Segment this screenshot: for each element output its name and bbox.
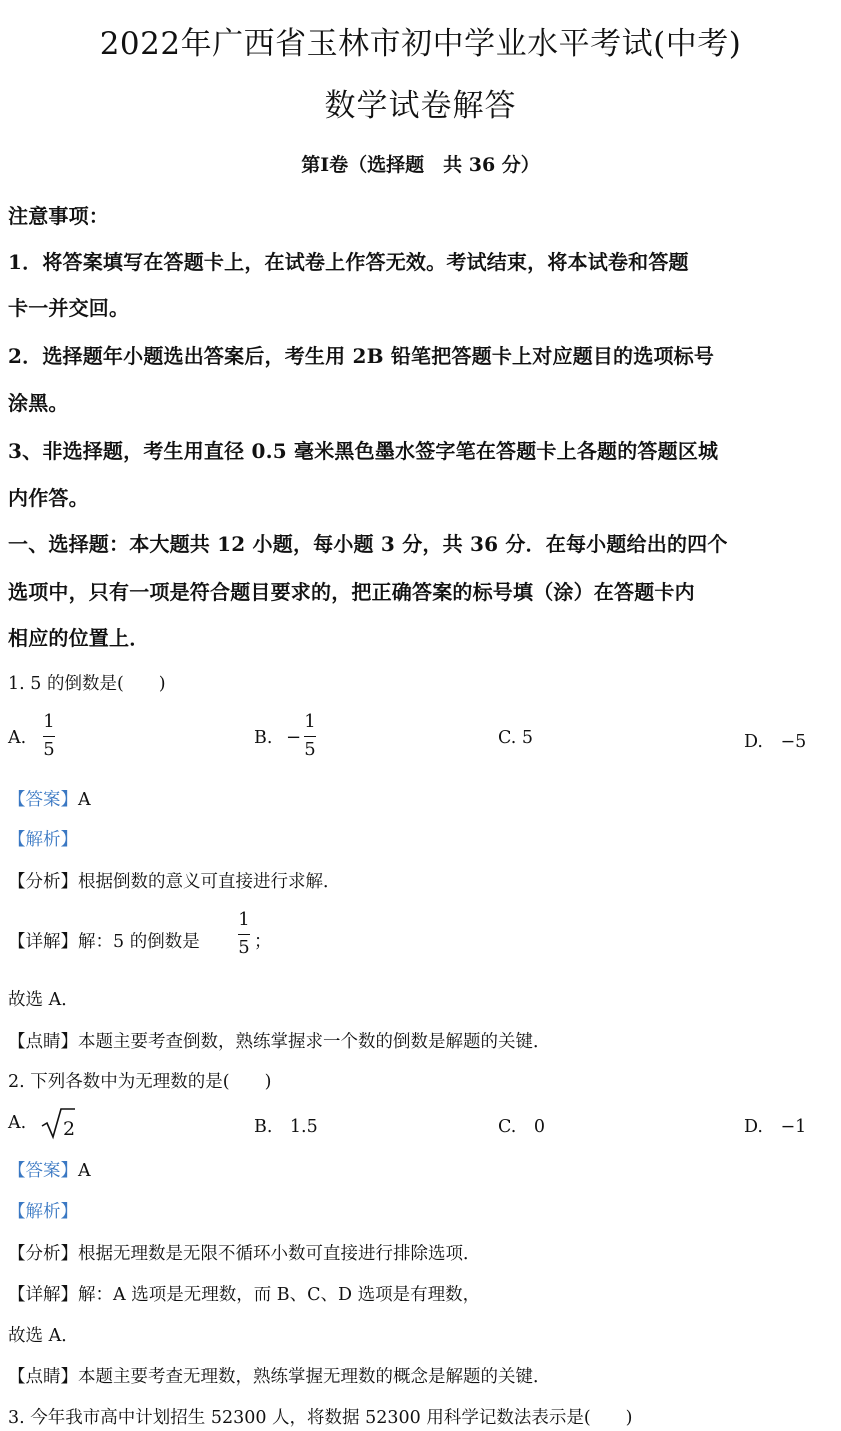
answer-tag: 【答案】 <box>8 1161 78 1181</box>
notice-line: 内作答。 <box>8 486 89 510</box>
notice-line: 卡一并交回。 <box>8 296 130 320</box>
fraction-bar <box>304 736 316 737</box>
fraction-bar <box>43 736 55 737</box>
document-title-line1: 2022年广西省玉林市初中学业水平考试(中考) <box>99 26 742 62</box>
answer-value: A <box>78 790 91 810</box>
q1-option-d: D. −5 <box>744 732 807 752</box>
q1-option-c: C. 5 <box>498 728 534 748</box>
answer-value: A <box>78 1161 91 1181</box>
q3-stem: 3. 今年我市高中计划招生 52300 人，将数据 52300 用科学记数法表示是( ) <box>8 1408 633 1428</box>
notice-line: 2．选择题年小题选出答案后，考生用 2B 铅笔把答题卡上对应题目的选项标号 <box>8 344 715 368</box>
notice-line: 1．将答案填写在答题卡上，在试卷上作答无效。考试结束，将本试卷和答题 <box>8 250 689 274</box>
q2-fenxi: 【分析】根据无理数是无限不循环小数可直接进行排除选项． <box>8 1244 481 1264</box>
q2-dianjing: 【点睛】本题主要考查无理数，熟练掌握无理数的概念是解题的关键． <box>8 1367 551 1387</box>
section-heading: 第Ⅰ卷（选择题 共 36 分） <box>301 154 540 176</box>
square-root-icon <box>40 1106 76 1140</box>
q1-option-b-label: B. <box>254 728 273 748</box>
q2-stem: 2. 下列各数中为无理数的是( ) <box>8 1072 272 1092</box>
q2-analysis-tag: 【解析】 <box>8 1202 78 1222</box>
q2-option-d: D. −1 <box>744 1117 807 1137</box>
part1-instruction: 相应的位置上． <box>8 626 150 650</box>
fraction-denominator: 5 <box>43 738 55 760</box>
q1-option-b-fraction <box>304 712 316 761</box>
document-title-line2: 数学试卷解答 <box>324 88 517 124</box>
answer-tag: 【答案】 <box>8 790 78 810</box>
q2-option-b: B. 1.5 <box>254 1117 318 1137</box>
part1-instruction: 一、选择题：本大题共 12 小题，每小题 3 分，共 36 分．在每小题给出的四个 <box>8 532 728 556</box>
fraction-numerator: 1 <box>304 711 316 732</box>
q1-analysis-tag: 【解析】 <box>8 830 78 850</box>
q2-option-c: C. 0 <box>498 1117 545 1137</box>
q2-guxuan: 故选 A． <box>8 1326 79 1346</box>
q1-answer <box>8 786 91 811</box>
notice-line: 3、非选择题，考生用直径 0.5 毫米黑色墨水签字笔在答题卡上各题的答题区城 <box>8 439 719 463</box>
notice-heading: 注意事项： <box>8 204 109 228</box>
fraction-numerator: 1 <box>238 909 250 930</box>
radicand: 2 <box>63 1118 76 1140</box>
q2-option-a-label: A. <box>8 1113 27 1133</box>
part1-instruction: 选项中，只有一项是符合题目要求的，把正确答案的标号填（涂）在答题卡内 <box>8 580 695 604</box>
fraction-denominator: 5 <box>238 936 250 958</box>
fraction-numerator: 1 <box>43 711 55 732</box>
q1-xiangjie-suffix: ； <box>254 932 272 952</box>
q2-answer <box>8 1157 91 1182</box>
notice-line: 涂黑。 <box>8 391 69 415</box>
q2-xiangjie: 【详解】解：A 选项是无理数，而 B、C、D 选项是有理数， <box>8 1285 481 1305</box>
q1-xiangjie: 【详解】解：5 的倒数是 <box>8 932 200 952</box>
q1-fenxi: 【分析】根据倒数的意义可直接进行求解． <box>8 872 341 892</box>
q1-option-b-sign: − <box>286 727 302 748</box>
fraction-denominator: 5 <box>304 738 316 760</box>
q1-option-a-label: A. <box>8 728 27 748</box>
q1-xiangjie-fraction <box>238 910 250 959</box>
fraction-bar <box>238 934 250 935</box>
q1-guxuan: 故选 A． <box>8 990 79 1010</box>
q1-dianjing: 【点睛】本题主要考查倒数，熟练掌握求一个数的倒数是解题的关键． <box>8 1032 551 1052</box>
q1-stem: 1. 5 的倒数是( ) <box>8 674 166 694</box>
q1-option-a-fraction <box>43 712 55 761</box>
